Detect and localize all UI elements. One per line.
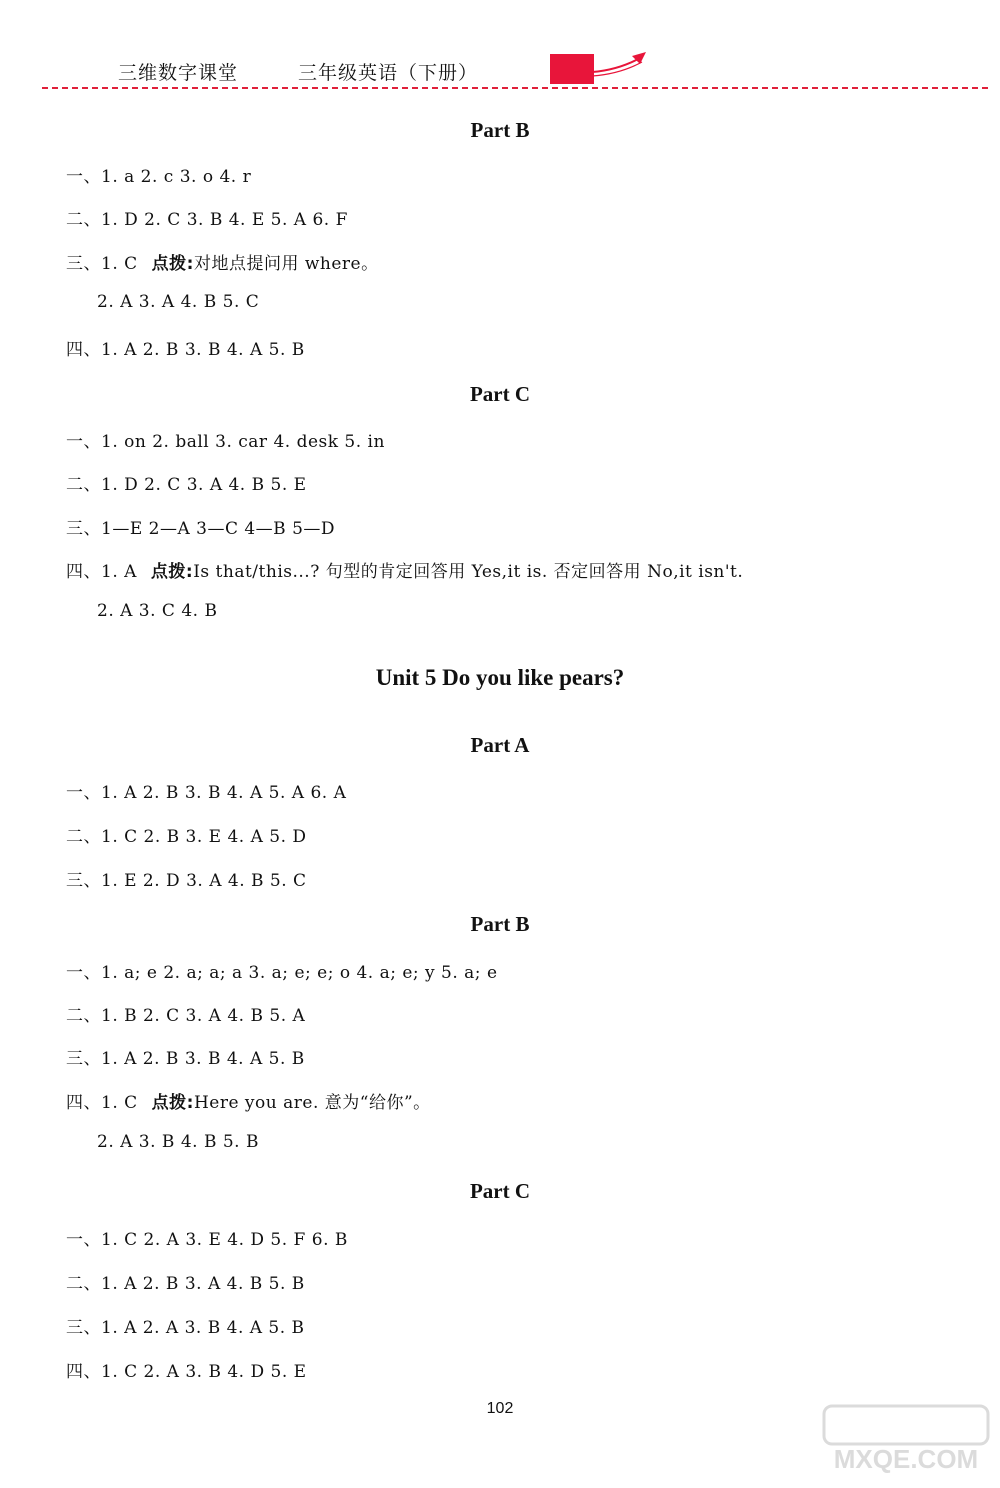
hint-text: Is that/this...? 句型的肯定回答用 Yes,it is. 否定回答用 No,it isn't.	[193, 562, 744, 582]
answer-line	[66, 1313, 305, 1338]
answer-text: 三、1. E 2. D 3. A 4. B 5. C	[66, 871, 307, 891]
answer-line	[97, 601, 217, 621]
answer-text: 二、1. B 2. C 3. A 4. B 5. A	[66, 1006, 306, 1026]
hint-text: 对地点提问用 where。	[193, 254, 379, 274]
answer-text: 三、1. A 2. A 3. B 4. A 5. B	[66, 1318, 305, 1338]
hint-label: 点拨:	[151, 254, 194, 274]
answer-line	[66, 1357, 307, 1382]
part-heading: Part C	[469, 382, 531, 406]
answer-line	[66, 958, 498, 983]
answer-text: 二、1. D 2. C 3. A 4. B 5. E	[66, 475, 307, 495]
answer-text: 一、1. on 2. ball 3. car 4. desk 5. in	[66, 432, 385, 452]
answer-text: 二、1. D 2. C 3. B 4. E 5. A 6. F	[66, 210, 348, 230]
watermark-logo	[816, 1400, 996, 1484]
answer-line	[66, 335, 305, 360]
answer-line	[66, 427, 385, 452]
part-heading: Part C	[469, 1179, 531, 1203]
answer-line	[66, 205, 348, 230]
answer-line	[66, 1044, 305, 1069]
watermark-text: MXQE.COM	[833, 1444, 979, 1474]
part-heading: Part B	[470, 912, 530, 936]
answer-line	[66, 470, 307, 495]
answer-text: 四、1. C	[66, 1093, 138, 1113]
answer-text: 四、1. A	[66, 562, 137, 582]
answer-text: 一、1. C 2. A 3. E 4. D 5. F 6. B	[66, 1230, 348, 1250]
answer-line	[66, 557, 743, 582]
answer-text: 四、1. A 2. B 3. B 4. A 5. B	[66, 340, 305, 360]
answer-text: 二、1. C 2. B 3. E 4. A 5. D	[66, 827, 307, 847]
series-title: 三维数字课堂	[118, 62, 239, 84]
answer-text: 二、1. A 2. B 3. A 4. B 5. B	[66, 1274, 305, 1294]
answer-line	[66, 162, 251, 187]
answer-text: 四、1. C 2. A 3. B 4. D 5. E	[66, 1362, 307, 1382]
rocket-icon	[548, 50, 648, 90]
answer-line	[66, 1088, 431, 1113]
answer-line	[66, 249, 379, 274]
part-heading: Part B	[470, 118, 530, 142]
answer-line	[66, 514, 335, 539]
grade-title: 三年级英语（下册）	[298, 62, 479, 84]
header-divider	[42, 87, 988, 89]
answer-text: 一、1. a 2. c 3. o 4. r	[66, 167, 252, 187]
hint-label: 点拨:	[151, 1093, 194, 1113]
answer-line	[66, 866, 307, 891]
answer-line	[66, 1225, 348, 1250]
page-number: 102	[486, 1400, 514, 1417]
unit-heading: Unit 5 Do you like pears?	[375, 665, 625, 690]
answer-line	[66, 822, 307, 847]
answer-text: 2. A 3. B 4. B 5. B	[97, 1132, 259, 1152]
answer-line	[66, 778, 346, 803]
hint-label: 点拨:	[150, 562, 194, 582]
answer-text: 2. A 3. C 4. B	[97, 601, 218, 621]
answer-text: 三、1. A 2. B 3. B 4. A 5. B	[66, 1049, 305, 1069]
part-heading: Part A	[470, 733, 530, 757]
hint-text: Here you are. 意为“给你”。	[193, 1093, 431, 1113]
answer-text: 2. A 3. A 4. B 5. C	[97, 292, 260, 312]
answer-line	[97, 292, 259, 312]
answer-line	[97, 1132, 259, 1152]
page-header	[0, 0, 1000, 100]
answer-text: 一、1. A 2. B 3. B 4. A 5. A 6. A	[66, 783, 347, 803]
answer-text: 三、1—E 2—A 3—C 4—B 5—D	[66, 519, 336, 539]
answer-line	[66, 1269, 305, 1294]
answer-text: 三、1. C	[66, 254, 138, 274]
answer-line	[66, 1001, 305, 1026]
answer-text: 一、1. a; e 2. a; a; a 3. a; e; e; o 4. a; e; y 5. a; e	[66, 963, 498, 983]
